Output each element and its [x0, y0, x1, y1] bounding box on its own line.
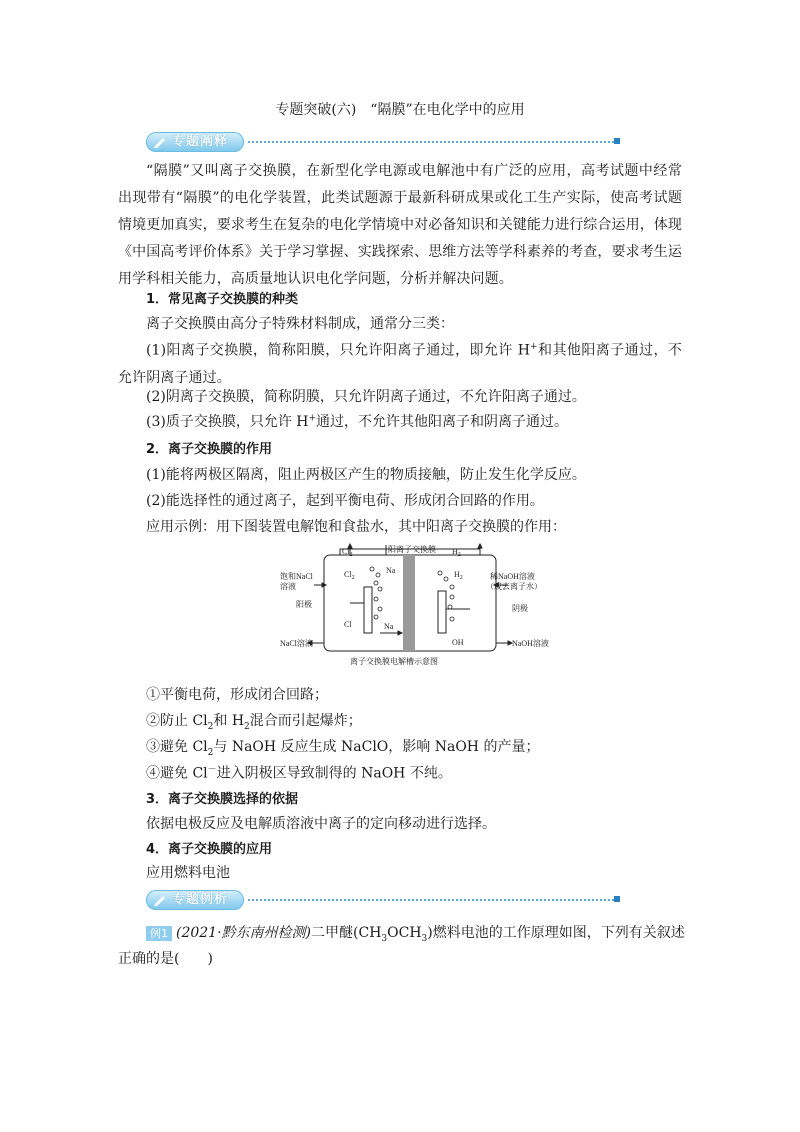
- banner-label: 专题例析: [172, 892, 229, 907]
- label-na-top: Na: [386, 566, 396, 575]
- section-1-heading: 1．常见离子交换膜的种类: [146, 292, 299, 307]
- rule-end-square: [614, 896, 620, 902]
- label-h2-top: $H_2$: [452, 547, 461, 558]
- section-2-heading: 2．离子交换膜的作用: [146, 442, 273, 457]
- section-1-item-2: (2)阴离子交换膜，简称阴膜，只允许阴离子通过，不允许阳离子通过。: [146, 389, 586, 405]
- role-4: ④避免 Cl－进入阴极区导致制得的 NaOH 不纯。: [146, 765, 452, 782]
- banner-label: 专题阐释: [172, 134, 229, 149]
- role-1: ①平衡电荷，形成闭合回路；: [146, 687, 328, 703]
- role-3: ③避免 $Cl_2$与 NaOH 反应生成 NaClO，影响 NaOH 的产量；: [146, 739, 540, 758]
- example-badge: 例1: [146, 926, 172, 941]
- dotted-rule: [248, 141, 614, 143]
- section-2-example: 应用示例：用下图装置电解饱和食盐水，其中阳离子交换膜的作用：: [146, 519, 566, 535]
- label-sat-nacl-2: 溶液: [280, 582, 296, 591]
- diagram-caption: 离子交换膜电解槽示意图: [350, 657, 438, 666]
- pen-icon: [153, 135, 167, 149]
- banner-tag: [146, 132, 244, 152]
- page-title: 专题突破(六) “隔膜”在电化学中的应用: [275, 102, 525, 118]
- label-anode: 阳极: [296, 600, 312, 609]
- label-nacl-out: NaCl溶液: [280, 639, 313, 648]
- example-1-question-line-2: 正确的是( ): [118, 951, 213, 967]
- section-2-item-1: (1)能将两极区隔离，阻止两极区产生的物质接触，防止发生化学反应。: [146, 467, 586, 483]
- anode-rod: [350, 587, 372, 633]
- label-oh-ion: OH: [452, 638, 464, 647]
- section-1-item-1: (1)阳离子交换膜，简称阳膜，只允许阳离子通过，即允许 H+和其他阳离子通过，不允许阴离子通过。: [118, 342, 683, 386]
- label-h2-in: $H_2$: [454, 570, 463, 581]
- label-cl2-top: $Cl_2$: [342, 547, 353, 558]
- label-cl-ion: Cl: [344, 620, 352, 629]
- intro-paragraph: “隔膜”又叫离子交换膜，在新型化学电源或电解池中有广泛的应用，高考试题中经常出现带有“隔膜”的电化学装置，此类试题源于最新科研成果或化工生产实际，使高考试题情境更加真实，要求考生在复杂的电化学情境中对必备知识和关键能力进行综合运用，体现《中国高考评价体系》关于学习掌握、实践探索、思维方法等学科素养的考查，要求考生运用学科相关能力，高质量地认识电化学问题，分析并解决问题。: [118, 163, 682, 287]
- pen-icon: [153, 893, 167, 907]
- label-dil-naoh: 稀NaOH溶液: [490, 572, 535, 581]
- label-cl2-in: $Cl_2$: [344, 570, 355, 581]
- section-3-text: 依据电极反应及电解质溶液中离子的定向移动进行选择。: [146, 816, 496, 832]
- section-1-item-3: (3)质子交换膜，只允许 H+通过，不允许其他阳离子和阴离子通过。: [146, 413, 569, 430]
- example-1-question-line-1: 例1 (2021·黔东南州检测)二甲醚$(CH_3OCH_3)$燃料电池的工作原理如图，下列有关叙述: [146, 922, 685, 944]
- label-sat-nacl: 饱和NaCl: [280, 572, 313, 581]
- rule-end-square: [614, 138, 620, 144]
- banner-tag: [146, 890, 244, 910]
- section-4-text: 应用燃料电池: [146, 865, 230, 881]
- label-naoh-out: NaOH溶液: [512, 639, 549, 648]
- section-3-heading: 3．离子交换膜选择的依据: [146, 792, 299, 807]
- dotted-rule: [248, 899, 614, 901]
- role-2: ②防止 $Cl_2$和 $H_2$混合而引起爆炸；: [146, 713, 362, 732]
- section-1-lead: 离子交换膜由高分子特殊材料制成，通常分三类：: [146, 316, 454, 332]
- label-na-bottom: Na: [384, 622, 394, 631]
- label-cathode: 阴极: [512, 604, 528, 613]
- membrane: [403, 555, 415, 651]
- label-deionized: （或去离子水）: [486, 582, 542, 591]
- section-2-item-2: (2)能选择性的通过离子，起到平衡电荷、形成闭合回路的作用。: [146, 493, 544, 509]
- section-4-heading: 4．离子交换膜的应用: [146, 842, 273, 857]
- example-source: (2021·黔东南州检测): [176, 925, 312, 941]
- label-membrane: 阳离子交换膜: [388, 545, 436, 554]
- electrolysis-cell-diagram: [280, 543, 550, 667]
